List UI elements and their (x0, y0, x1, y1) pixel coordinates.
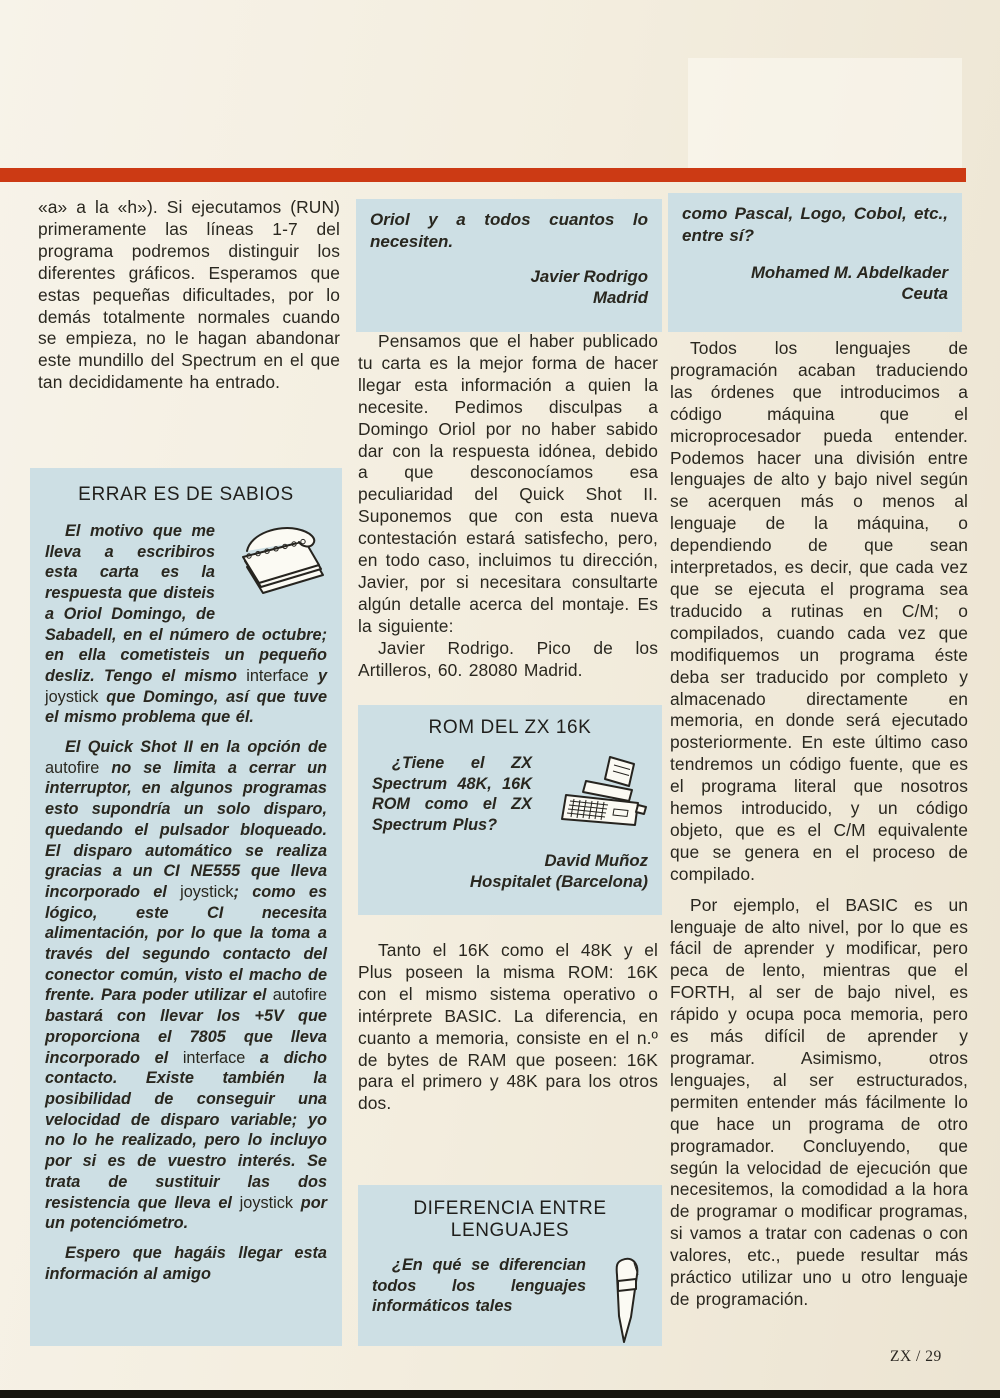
letter-paragraph-1-text: El motivo que me lleva a escribiros esta carta es la respuesta que disteis a Oriol Domingo, de Sabadell, en el número de octubre; en ella cometisteis un pequeño desliz. Tengo el mismo interface y joystick que Domingo, así que tuve el mismo problema que él. (45, 522, 327, 727)
letter-question-text: ¿Tiene el ZX Spectrum 48K, 16K ROM como el ZX Spectrum Plus? (372, 754, 532, 835)
signature-city: Ceuta (901, 284, 948, 303)
letter-signature (682, 262, 948, 304)
editor-reply-1 (358, 331, 658, 682)
paper-highlight (688, 58, 962, 170)
letter-continuation-text: Oriol y a todos cuantos lo necesiten. (370, 210, 648, 251)
signature-city: Madrid (592, 288, 648, 307)
typewriter-icon (532, 753, 648, 839)
reply-address: Javier Rodrigo. Pico de los Artilleros, 60. 28080 Madrid. (358, 637, 658, 680)
signature-name: David Muñoz (544, 850, 648, 870)
letter-box-rom-del-zx-16k (358, 705, 662, 915)
letter-paragraph-2: El Quick Shot II en la opción de autofire no se limita a cerrar un interruptor, en algunos programas esto supondría un solo disparo, quedando el pulsador bloqueado. El disparo automático se realiza gracias a un CI NE555 que lleva incorporado el joystick; como es lógico, este CI necesita alimentación, por lo que la toma a través del segundo contacto del conector común, visto el macho de frente. Para poder utilizar el autofire bastará con llevar los +5V que proporciona el 7805 que lleva incorporado el interface a dicho contacto. Existe también la posibilidad de conseguir una velocidad de disparo variable; yo no lo he realizado, pero lo incluyo por si es de vuestro interés. Se trata de sustituir las dos resistencia que lleva el joystick por un potenciómetro. (45, 738, 327, 1233)
reply-paragraph: Todos los lenguajes de programación acaban traduciendo las órdenes que introducimos a código máquina que el microprocesador pueda entender. Podemos hacer una división entre lenguajes de alto y bajo nivel según se acerquen más o menos al lenguaje de la máquina, o dependiendo de que sean interpretados, es decir, que cada vez que se ejecuta el programa sea traducido a rutinas en C/M; o compilados, cuando cada vez que modifiquemos un programa éste deba ser traducido por completo y almacenado directamente en memoria, en donde será ejecutado posteriormente. En este último caso tendremos un código fuente, que es el programa literal que nosotros hemos introducido, y un código objeto, que es el C/M equivalente que se genera en el proceso de compilado. (670, 338, 968, 884)
letter-box-title: DIFERENCIA ENTRE LENGUAJES (413, 1198, 607, 1241)
page-number: ZX / 29 (890, 1348, 942, 1365)
letter-paragraph-3: Espero que hagáis llegar esta información al amigo (45, 1243, 327, 1283)
letter-question (372, 753, 648, 836)
editor-reply-2: Tanto el 16K como el 48K y el Plus poseen la misma ROM: 16K con el mismo sistema operativo o intérprete BASIC. La diferencia, en cuanto a memoria, consiste en el n.º de bytes de RAM que poseen: 16K para el primero y 48K para los otros dos. (358, 940, 658, 1114)
bottom-black-rule (0, 1390, 1000, 1398)
letter-continuation-text: como Pascal, Logo, Cobol, etc., entre sí? (682, 204, 948, 245)
letter-box-continuation (356, 199, 662, 332)
reply-paragraph: Pensamos que el haber publicado tu carta es la mejor forma de hacer llegar esta información a quien la necesite. Pedimos disculpas a Domingo Oriol por no haber sabido dar con la respuesta idónea, debido a que desconocíamos esa peculiaridad del Quick Shot II. Suponemos que con esta nueva contestación estará satisfecho, pero, en todo caso, incluimos tu dirección, Javier, por si necesitara consultarte algún detalle acerca del montaje. Es la siguiente: (358, 331, 658, 636)
top-red-rule (0, 168, 966, 182)
letter-box-title: ROM DEL ZX 16K (428, 717, 592, 738)
letter-box-title: ERRAR ES DE SABIOS (78, 484, 294, 505)
letter-question-text: ¿En qué se diferencian todos los lenguajes informáticos tales (372, 1256, 586, 1316)
letter-signature (370, 266, 648, 308)
signature-name: Mohamed M. Abdelkader (750, 263, 948, 282)
pen-icon (586, 1255, 648, 1346)
editor-reply-3 (670, 338, 968, 1311)
signature-city: Hospitalet (Barcelona) (469, 871, 648, 891)
letter-box-diferencia-entre-lenguajes (358, 1185, 662, 1346)
letter-box-question-continuation (668, 193, 962, 332)
letter-paragraph-1 (45, 521, 327, 728)
letter-box-errar-es-de-sabios (30, 468, 342, 1346)
notepad-icon (215, 521, 327, 605)
reply-paragraph: Por ejemplo, el BASIC es un lenguaje de alto nivel, por lo que es fácil de aprender y modificar, pero peca de lento, mientras que el FORTH, al ser de bajo nivel, es rápido y ocupa poca memoria, pero es más difícil de aprender y programar. Asimismo, otros lenguajes, al ser estructurados, permiten entender más fácilmente lo que hace un programa de otro programador. Concluyendo, que según la velocidad de ejecución que necesitemos, la comodidad a la hora de programar o modificar programas, si vamos a tratar con cadenas o con valores, etc., puede resultar más práctico utilizar uno u otro lenguaje de programación. (670, 894, 968, 1309)
letter-signature (372, 850, 648, 892)
column1-intro-paragraph: «a» a la «h»). Si ejecutamos (RUN) primeramente las líneas 1-7 del programa podremos distinguir los diferentes gráficos. Esperamos que estas pequeñas dificultades, por lo demás totalmente normales cuando se empieza, no le hagan abandonar este mundillo del Spectrum en el que tan decididamente ha entrado. (38, 197, 340, 393)
letter-question (372, 1255, 648, 1317)
signature-name: Javier Rodrigo (530, 267, 648, 286)
